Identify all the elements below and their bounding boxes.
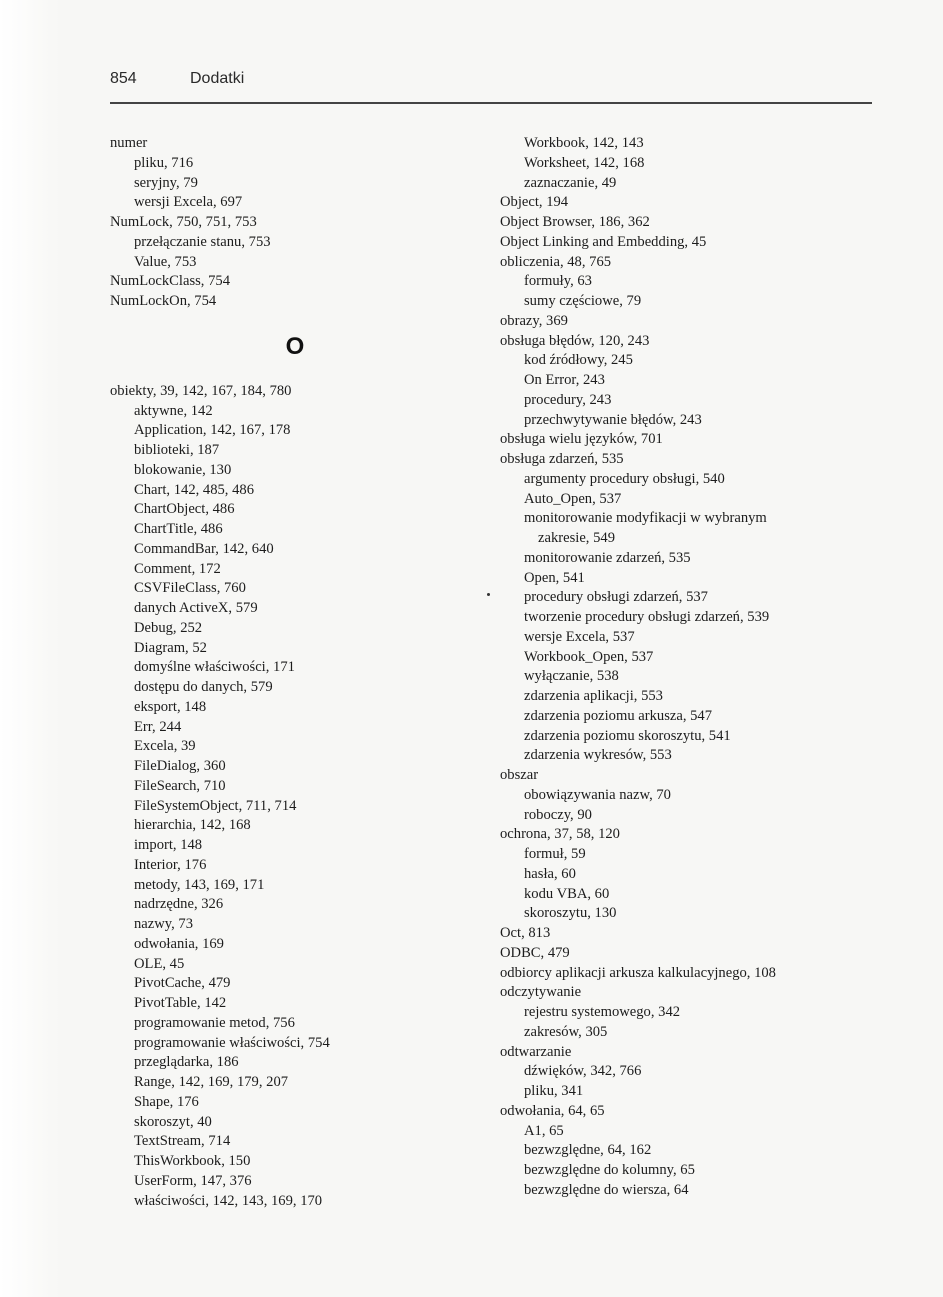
index-subentry: UserForm, 147, 376	[134, 1172, 252, 1189]
index-subentry: procedury, 243	[524, 391, 612, 408]
index-subentry: procedury obsługi zdarzeń, 537	[524, 589, 708, 606]
index-subentry: metody, 143, 169, 171	[134, 876, 265, 893]
scan-speck	[487, 593, 490, 596]
index-subentry: zdarzenia wykresów, 553	[524, 747, 672, 764]
index-entry: odtwarzanie	[500, 1043, 572, 1060]
index-subentry: argumenty procedury obsługi, 540	[524, 470, 725, 487]
index-subentry: nadrzędne, 326	[134, 896, 224, 913]
index-subentry: właściwości, 142, 143, 169, 170	[134, 1192, 323, 1209]
index-subentry: obowiązywania nazw, 70	[524, 786, 671, 803]
index-entry: NumLock, 750, 751, 753	[110, 214, 257, 230]
index-entry: Object, 194	[500, 194, 569, 211]
index-subentry: FileSystemObject, 711, 714	[134, 797, 297, 814]
index-entry: ODBC, 479	[500, 944, 570, 961]
page-header	[110, 70, 870, 100]
index-subentry: kod źródłowy, 245	[524, 352, 633, 369]
index-entry: obliczenia, 48, 765	[500, 253, 612, 270]
index-subentry: zdarzenia poziomu skoroszytu, 541	[524, 727, 731, 744]
index-subentry: blokowanie, 130	[134, 461, 232, 478]
index-subentry: wersji Excela, 697	[134, 194, 243, 211]
index-subentry: dźwięków, 342, 766	[524, 1063, 642, 1080]
index-subentry: PivotTable, 142	[134, 995, 227, 1011]
index-subentry: CSVFileClass, 760	[134, 580, 246, 597]
index-subentry: Excela, 39	[134, 738, 196, 755]
index-entry: obsługa wielu języków, 701	[500, 431, 663, 448]
index-subentry: CommandBar, 142, 640	[134, 540, 274, 557]
index-subentry: ChartTitle, 486	[134, 521, 223, 537]
index-subentry: sumy częściowe, 79	[524, 293, 642, 309]
index-subentry: PivotCache, 479	[134, 975, 231, 992]
index-subentry: import, 148	[134, 837, 203, 853]
index-subentry: Chart, 142, 485, 486	[134, 481, 254, 498]
index-subentry: zdarzenia aplikacji, 553	[524, 688, 663, 704]
index-subentry: Application, 142, 167, 178	[134, 422, 291, 439]
index-entry: obrazy, 369	[500, 312, 568, 329]
index-subentry: Open, 541	[524, 569, 585, 586]
index-subentry: A1, 65	[524, 1122, 564, 1139]
index-subentry: Auto_Open, 537	[524, 490, 622, 507]
index-subentry: programowanie metod, 756	[134, 1014, 295, 1031]
index-subentry: ChartObject, 486	[134, 501, 235, 518]
index-subentry: Diagram, 52	[134, 639, 207, 656]
index-subentry: skoroszyt, 40	[134, 1113, 212, 1130]
index-subentry: seryjny, 79	[134, 174, 198, 191]
index-subentry: zakresie, 549	[538, 530, 615, 546]
index-entry: ochrona, 37, 58, 120	[500, 826, 620, 843]
index-subentry: TextStream, 714	[134, 1133, 231, 1150]
index-entry: obsługa błędów, 120, 243	[500, 332, 650, 349]
index-subentry: zaznaczanie, 49	[524, 174, 617, 191]
index-subentry: tworzenie procedury obsługi zdarzeń, 539	[524, 609, 770, 625]
index-subentry: Interior, 176	[134, 856, 207, 873]
index-subentry: formuły, 63	[524, 273, 592, 290]
index-subentry: wersje Excela, 537	[524, 628, 635, 645]
index-subentry: eksport, 148	[134, 698, 207, 715]
index-entry: obiekty, 39, 142, 167, 184, 780	[110, 382, 292, 399]
index-subentry: Range, 142, 169, 179, 207	[134, 1074, 289, 1090]
index-column-left	[110, 134, 480, 1211]
index-subentry: FileDialog, 360	[134, 758, 226, 774]
header-divider	[110, 102, 872, 104]
index-entry: odbiorcy aplikacji arkusza kalkulacyjnego, 108	[500, 964, 776, 981]
index-subentry: On Error, 243	[524, 372, 605, 388]
index-subentry: ThisWorkbook, 150	[134, 1153, 251, 1169]
index-subentry: formuł, 59	[524, 846, 586, 862]
index-subentry: dostępu do danych, 579	[134, 679, 273, 695]
index-subentry: wyłączanie, 538	[524, 668, 619, 685]
index-subentry: bezwzględne do kolumny, 65	[524, 1162, 695, 1178]
index-subentry: Worksheet, 142, 168	[524, 154, 645, 171]
index-entry: obsługa zdarzeń, 535	[500, 451, 624, 467]
index-subentry: Workbook, 142, 143	[524, 135, 644, 151]
index-subentry: przeglądarka, 186	[134, 1054, 239, 1071]
index-subentry: pliku, 716	[134, 154, 194, 171]
section-title: Dodatki	[190, 70, 245, 87]
index-letter-heading: O	[285, 332, 305, 360]
index-entry: odczytywanie	[500, 984, 582, 1001]
index-subentry: bezwzględne do wiersza, 64	[524, 1181, 689, 1198]
index-subentry: monitorowanie modyfikacji w wybranym	[524, 510, 767, 527]
index-subentry: Workbook_Open, 537	[524, 648, 654, 665]
index-entry: Oct, 813	[500, 925, 551, 941]
index-subentry: zakresów, 305	[524, 1023, 608, 1040]
index-subentry: danych ActiveX, 579	[134, 600, 258, 616]
index-subentry: Err, 244	[134, 718, 182, 735]
scan-edge	[0, 0, 60, 1297]
index-subentry: roboczy, 90	[524, 806, 592, 823]
index-subentry: hierarchia, 142, 168	[134, 817, 251, 834]
index-subentry: nazwy, 73	[134, 916, 194, 932]
index-subentry: OLE, 45	[134, 955, 185, 972]
index-subentry: kodu VBA, 60	[524, 885, 610, 902]
index-entry: Object Linking and Embedding, 45	[500, 233, 707, 250]
index-entry: NumLockOn, 754	[110, 293, 217, 309]
index-entry: odwołania, 64, 65	[500, 1102, 605, 1119]
index-entry: NumLockClass, 754	[110, 273, 230, 290]
index-subentry: zdarzenia poziomu arkusza, 547	[524, 707, 713, 724]
index-subentry: hasła, 60	[524, 865, 576, 882]
index-subentry: przełączanie stanu, 753	[134, 233, 271, 250]
index-subentry: Value, 753	[134, 253, 197, 270]
index-subentry: bezwzględne, 64, 162	[524, 1142, 652, 1159]
index-subentry: programowanie właściwości, 754	[134, 1034, 330, 1051]
index-subentry: przechwytywanie błędów, 243	[524, 411, 702, 428]
index-subentry: FileSearch, 710	[134, 777, 226, 794]
index-subentry: biblioteki, 187	[134, 442, 220, 458]
index-subentry: rejestru systemowego, 342	[524, 1004, 681, 1020]
index-subentry: Shape, 176	[134, 1093, 199, 1110]
index-column-right	[500, 134, 880, 1201]
index-subentry: pliku, 341	[524, 1083, 584, 1099]
index-entry: Object Browser, 186, 362	[500, 214, 650, 230]
index-subentry: Debug, 252	[134, 619, 203, 636]
index-entry: numer	[110, 135, 148, 151]
index-subentry: aktywne, 142	[134, 402, 213, 419]
index-subentry: odwołania, 169	[134, 935, 224, 952]
index-subentry: domyślne właściwości, 171	[134, 659, 295, 676]
index-subentry: skoroszytu, 130	[524, 905, 617, 922]
index-entry: obszar	[500, 767, 539, 783]
index-subentry: monitorowanie zdarzeń, 535	[524, 549, 691, 566]
page-number: 854	[110, 70, 137, 87]
index-subentry: Comment, 172	[134, 560, 221, 577]
